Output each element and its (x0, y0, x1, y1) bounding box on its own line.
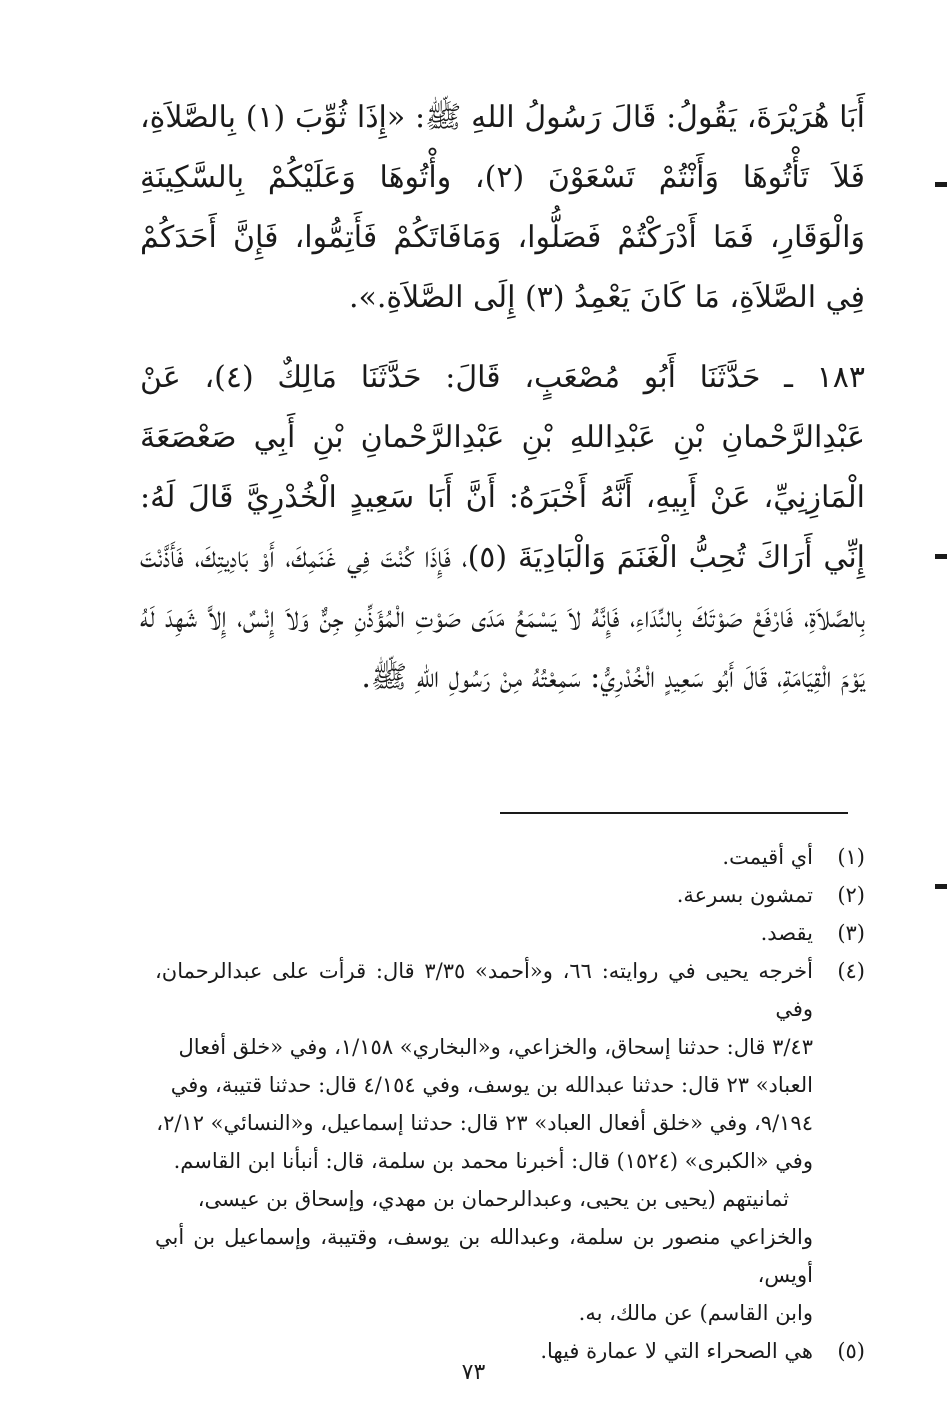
footnote-number: (٥) (837, 1339, 865, 1363)
footnote-number: (٢) (837, 883, 865, 907)
footnote-4 (155, 952, 865, 1332)
footnote-line: ثمانيتهم (يحيى بن يحيى، وعبدالرحمان بن مهدي، وإسحاق بن عيسى، (197, 1187, 789, 1211)
footnote-text: يقصد. (760, 921, 813, 945)
scan-edge-mark (935, 554, 947, 559)
main-text (140, 88, 865, 708)
footnotes (155, 838, 865, 1370)
footnote-line: وابن القاسم) عن مالك، به. (578, 1301, 813, 1325)
footnote-text: أي أقيمت. (722, 845, 813, 869)
footnote-2 (155, 876, 865, 914)
footnote-3 (155, 914, 865, 952)
footnote-text: تمشون بسرعة. (676, 883, 813, 907)
footnote-line: ٣/٤٣ قال: حدثنا إسحاق، والخزاعي، و«البخاري» ١/١٥٨، وفي «خلق أفعال (178, 1035, 813, 1059)
footnote-line: ٩/١٩٤، وفي «خلق أفعال العباد» ٢٣ قال: حدثنا إسماعيل، و«النسائي» ٢/١٢، (156, 1111, 813, 1135)
footnote-line: وفي «الكبرى» (١٥٢٤) قال: أخبرنا محمد بن سلمة، قال: أنبأنا ابن القاسم. (173, 1149, 813, 1173)
footnote-line: والخزاعي منصور بن سلمة، وعبدالله بن يوسف، وقتيبة، وإسماعيل بن أبي أويس، (155, 1225, 813, 1287)
footnote-1 (155, 838, 865, 876)
footnote-separator (500, 812, 848, 814)
hadith-183: ١٨٣ ـ حَدَّثَنَا أَبُو مُصْعَبٍ، قَالَ: حَدَّثَنَا مَالِكٌ (٤)، عَنْ عَبْدِالرَّحْمانِ بْنِ عَبْدِاللهِ بْنِ عَبْدِالرَّحْمانِ بْنِ أَبِي صَعْصَعَةَ الْمَازِنِيِّ، عَنْ أَبِيهِ، أَنَّهُ أَخْبَرَهُ: أَنَّ أَبَا سَعِيدٍ الْخُدْرِيَّ قَالَ لَهُ: إِنِّي أَرَاكَ تُحِبُّ الْغَنَمَ وَالْبَادِيَةَ (٥)، فَإِذَا كُنْتَ فِي غَنَمِكَ، أَوْ بَادِيتِكَ، فَأَذَّنْتَ بِالصَّلاَةِ، فَارْفَعْ صَوْتَكَ بِالنِّدَاءِ، فَإِنَّهُ لاَ يَسْمَعُ مَدَى صَوْتِ الْمُؤَذِّنِ جِنٌّ وَلاَ إِنْسٌ، إِلاَّ شَهِدَ لَهُ يَوْمَ الْقِيَامَةِ، قَالَ أَبُو سَعِيدٍ الْخُدْرِيُّ: سَمِعْتُهُ مِنْ رَسُولِ اللهِ ﷺ. (140, 360, 866, 695)
scan-edge-mark (935, 182, 947, 187)
page-number: ٧٣ (461, 1360, 486, 1385)
footnote-line: أخرجه يحيى في روايته: ٦٦، و«أحمد» ٣/٣٥ قال: قرأت على عبدالرحمان، وفي (155, 959, 813, 1021)
hadith-continuation: أَبَا هُرَيْرَةَ، يَقُولُ: قَالَ رَسُولُ اللهِ ﷺ: «إِذَا ثُوِّبَ (١) بِالصَّلاَةِ، فَلاَ تَأْتُوهَا وَأَنْتُمْ تَسْعَوْنَ (٢)، وأْتُوهَا وَعَلَيْكُمْ بِالسَّكِينَةِ وَالْوَقَارِ، فَمَا أَدْرَكْتُمْ فَصَلُّوا، وَمَافَاتَكُمْ فَأَتِمُّوا، فَإِنَّ أَحَدَكُمْ فِي الصَّلاَةِ، مَا كَانَ يَعْمِدُ (٣) إِلَى الصَّلاَةِ.». (140, 100, 866, 315)
scan-edge-mark (935, 884, 947, 889)
footnote-number: (٤) (837, 959, 865, 983)
footnote-number: (٣) (837, 921, 865, 945)
footnote-text: هي الصحراء التي لا عمارة فيها. (540, 1339, 813, 1363)
footnote-number: (١) (837, 845, 865, 869)
footnote-line: العباد» ٢٣ قال: حدثنا عبدالله بن يوسف، وفي ٤/١٥٤ قال: حدثنا قتيبة، وفي (170, 1073, 813, 1097)
